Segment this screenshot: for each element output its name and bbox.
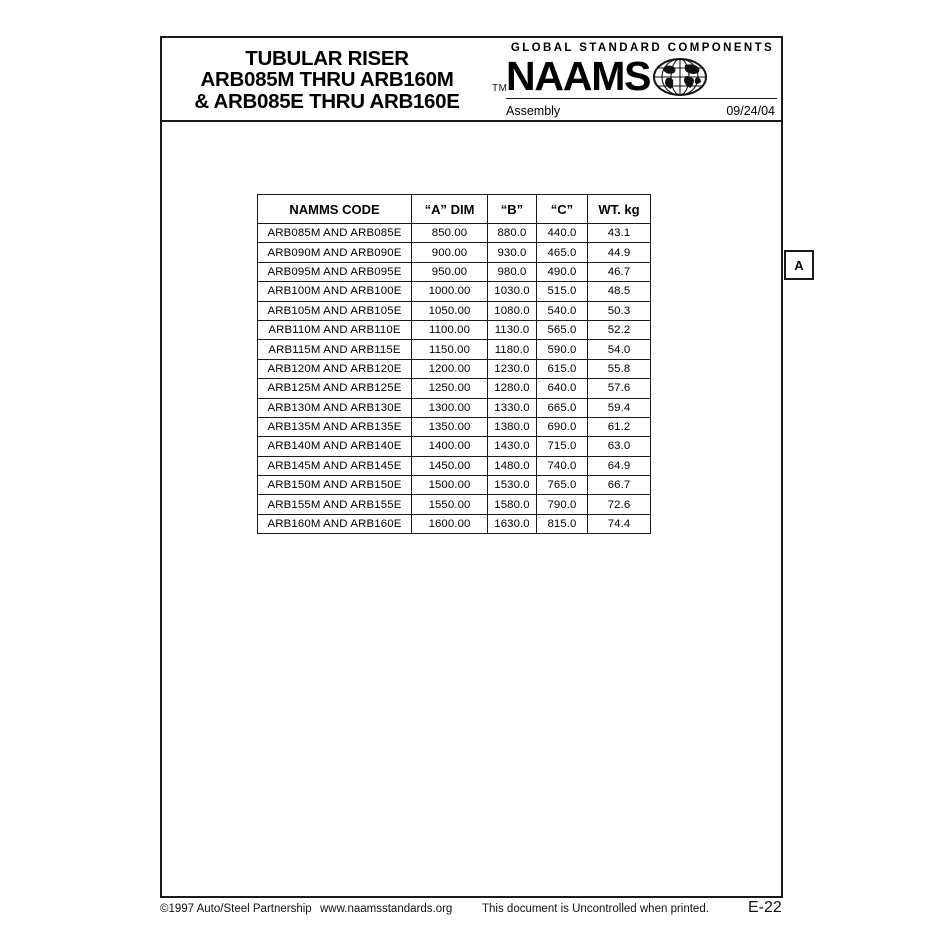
cell-c: 765.0: [537, 476, 588, 495]
cell-a-dim: 1400.00: [412, 437, 488, 456]
table-row: [258, 359, 651, 378]
table-body: [258, 224, 651, 534]
table-header-row: [258, 195, 651, 224]
title-line-3: & ARB085E THRU ARB160E: [194, 89, 460, 113]
cell-a-dim: 1300.00: [412, 398, 488, 417]
cell-code: ARB135M AND ARB135E: [258, 417, 412, 436]
cell-code: ARB110M AND ARB110E: [258, 320, 412, 339]
cell-c: 640.0: [537, 379, 588, 398]
cell-code: ARB125M AND ARB125E: [258, 379, 412, 398]
cell-c: 590.0: [537, 340, 588, 359]
table-row: [258, 379, 651, 398]
cell-a-dim: 1150.00: [412, 340, 488, 359]
cell-weight: 74.4: [588, 514, 651, 533]
globe-icon: [652, 57, 708, 97]
cell-code: ARB150M AND ARB150E: [258, 476, 412, 495]
assembly-label: Assembly: [506, 104, 561, 118]
revision-marker: [784, 250, 814, 280]
revision-marker-label: A: [794, 257, 804, 273]
cell-c: 815.0: [537, 514, 588, 533]
cell-code: ARB095M AND ARB095E: [258, 262, 412, 281]
cell-c: 440.0: [537, 224, 588, 243]
cell-a-dim: 1100.00: [412, 320, 488, 339]
cell-weight: 63.0: [588, 437, 651, 456]
footer-url[interactable]: www.naamsstandards.org: [320, 903, 453, 915]
cell-weight: 44.9: [588, 243, 651, 262]
cell-a-dim: 1050.00: [412, 301, 488, 320]
table-row: [258, 282, 651, 301]
table-row: [258, 398, 651, 417]
cell-a-dim: 1550.00: [412, 495, 488, 514]
cell-c: 715.0: [537, 437, 588, 456]
footer-page-number: E-22: [748, 899, 782, 916]
cell-weight: 54.0: [588, 340, 651, 359]
cell-c: 565.0: [537, 320, 588, 339]
cell-code: ARB155M AND ARB155E: [258, 495, 412, 514]
cell-a-dim: 850.00: [412, 224, 488, 243]
specification-table: [257, 194, 651, 534]
cell-b: 930.0: [488, 243, 537, 262]
brand-tagline: GLOBAL STANDARD COMPONENTS: [510, 42, 775, 54]
cell-code: ARB090M AND ARB090E: [258, 243, 412, 262]
cell-a-dim: 900.00: [412, 243, 488, 262]
cell-code: ARB085M AND ARB085E: [258, 224, 412, 243]
footer-notice: This document is Uncontrolled when printed.: [482, 903, 709, 915]
cell-b: 1080.0: [488, 301, 537, 320]
cell-weight: 50.3: [588, 301, 651, 320]
cell-c: 615.0: [537, 359, 588, 378]
cell-weight: 43.1: [588, 224, 651, 243]
brand-logo-row: [506, 54, 777, 98]
cell-c: 540.0: [537, 301, 588, 320]
brand-block: [492, 38, 781, 120]
cell-a-dim: 1450.00: [412, 456, 488, 475]
title-block: [160, 36, 783, 122]
cell-c: 465.0: [537, 243, 588, 262]
table-row: [258, 495, 651, 514]
cell-b: 1480.0: [488, 456, 537, 475]
cell-b: 1180.0: [488, 340, 537, 359]
cell-code: ARB160M AND ARB160E: [258, 514, 412, 533]
table-row: [258, 243, 651, 262]
title-line-1: TUBULAR RISER: [245, 46, 409, 70]
brand-name: NAAMS: [506, 52, 651, 99]
column-header-weight: WT. kg: [588, 195, 651, 224]
cell-weight: 57.6: [588, 379, 651, 398]
revision-date: 09/24/04: [726, 104, 775, 118]
table-row: [258, 262, 651, 281]
cell-a-dim: 1200.00: [412, 359, 488, 378]
cell-weight: 59.4: [588, 398, 651, 417]
page-footer: [160, 899, 800, 923]
cell-c: 790.0: [537, 495, 588, 514]
cell-b: 1030.0: [488, 282, 537, 301]
cell-weight: 48.5: [588, 282, 651, 301]
cell-b: 1380.0: [488, 417, 537, 436]
cell-a-dim: 1500.00: [412, 476, 488, 495]
cell-b: 1580.0: [488, 495, 537, 514]
cell-b: 1280.0: [488, 379, 537, 398]
cell-a-dim: 950.00: [412, 262, 488, 281]
table-row: [258, 224, 651, 243]
cell-weight: 66.7: [588, 476, 651, 495]
cell-b: 1430.0: [488, 437, 537, 456]
cell-a-dim: 1250.00: [412, 379, 488, 398]
cell-weight: 52.2: [588, 320, 651, 339]
cell-a-dim: 1600.00: [412, 514, 488, 533]
trademark-mark: TM: [492, 83, 508, 94]
cell-a-dim: 1000.00: [412, 282, 488, 301]
cell-weight: 72.6: [588, 495, 651, 514]
cell-b: 880.0: [488, 224, 537, 243]
cell-b: 1630.0: [488, 514, 537, 533]
cell-weight: 55.8: [588, 359, 651, 378]
cell-code: ARB145M AND ARB145E: [258, 456, 412, 475]
cell-code: ARB115M AND ARB115E: [258, 340, 412, 359]
cell-c: 690.0: [537, 417, 588, 436]
table-row: [258, 340, 651, 359]
cell-c: 515.0: [537, 282, 588, 301]
cell-c: 740.0: [537, 456, 588, 475]
table-row: [258, 476, 651, 495]
assembly-info-row: [506, 100, 775, 122]
cell-a-dim: 1350.00: [412, 417, 488, 436]
table-row: [258, 456, 651, 475]
column-header-a-dim: “A” DIM: [412, 195, 488, 224]
title-line-2: ARB085M THRU ARB160M: [200, 68, 454, 92]
footer-copyright: ©1997 Auto/Steel Partnership: [160, 903, 312, 915]
cell-b: 1330.0: [488, 398, 537, 417]
cell-b: 1530.0: [488, 476, 537, 495]
cell-c: 490.0: [537, 262, 588, 281]
cell-b: 1130.0: [488, 320, 537, 339]
table-row: [258, 417, 651, 436]
specification-table-container: [257, 194, 650, 534]
cell-code: ARB100M AND ARB100E: [258, 282, 412, 301]
column-header-b: “B”: [488, 195, 537, 224]
cell-weight: 64.9: [588, 456, 651, 475]
cell-code: ARB120M AND ARB120E: [258, 359, 412, 378]
cell-weight: 61.2: [588, 417, 651, 436]
table-row: [258, 514, 651, 533]
cell-code: ARB140M AND ARB140E: [258, 437, 412, 456]
table-row: [258, 301, 651, 320]
cell-weight: 46.7: [588, 262, 651, 281]
cell-code: ARB130M AND ARB130E: [258, 398, 412, 417]
cell-b: 980.0: [488, 262, 537, 281]
cell-c: 665.0: [537, 398, 588, 417]
title-divider: [506, 98, 777, 99]
column-header-c: “C”: [537, 195, 588, 224]
cell-b: 1230.0: [488, 359, 537, 378]
table-row: [258, 320, 651, 339]
drawing-title: [162, 38, 492, 120]
table-row: [258, 437, 651, 456]
column-header-code: NAMMS CODE: [258, 195, 412, 224]
cell-code: ARB105M AND ARB105E: [258, 301, 412, 320]
